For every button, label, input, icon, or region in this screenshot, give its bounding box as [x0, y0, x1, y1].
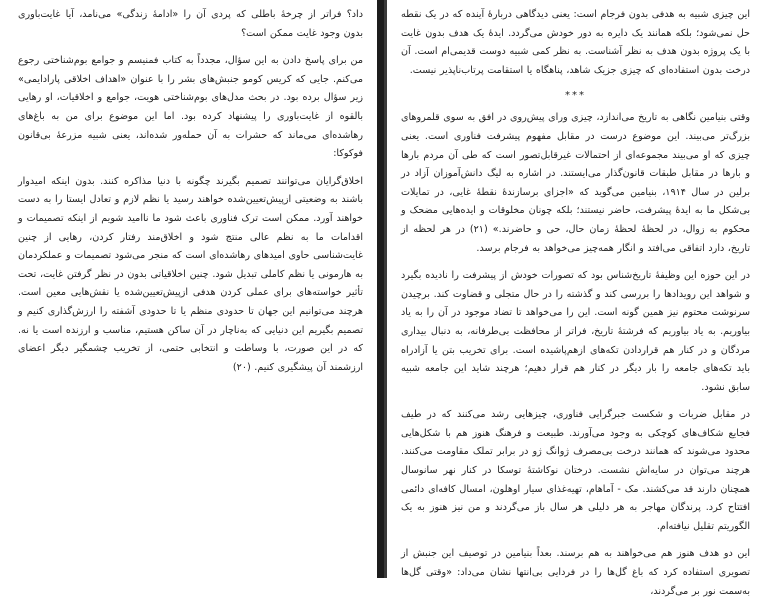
right-paragraph-2: وقتی بنیامین نگاهی به تاریخ می‌اندازد، چیزی ورای پیش‌روی در افق به سوی قلمروهای بزرگ‌تر می‌بیند. این موضوع درست در مقابل مفهوم پیشرفت فناوری است. یعنی چیزی که او می‌بیند مجموعه‌ای از احتمالات غیرقابل‌تصور است که طی آن مردم بارها و بارها در مقابل طبقات قانون‌گذار می‌ایستند. در اشاره به لیگ دانش‌آموزان آزاد در برلین در سال ۱۹۱۴، بنیامین می‌گوید که «اجزای برسازندهٔ نقطهٔ غایی، در تمایلات بی‌شکل ما به ایدهٔ پیشرفت، حاضر نیستند؛ بلکه چونان مخلوقات و ایده‌هایی مضحک و محکوم به زوال، در لحظهٔ لحظهٔ زمان حال، حی و حاضرند.» (۲۱) در هر لحظه از تاریخ، دارد اتفاقی می‌افتد و انگار همه‌چیز می‌خواهد به فرجام برسد.	[401, 112, 750, 254]
left-paragraph-2: من برای پاسخ دادن به این سؤال، مجدداً به کتاب فمنیسم و جوامع بوم‌شناختی رجوع می‌کنم. جایی که کریس کومو جنبش‌های بشر را با عنوان «اهداف اخلاقی پارادایمی» زیر سؤال برده بود. در بحث مدل‌های بوم‌شناختی هویت، جوامع و اخلاقیات، او رهایی بالقوه از غایت‌باوری را پیشنهاد کرده بود. اما این موضوع برای من به باغ‌های رهاشده‌ای می‌ماند که حشرات به آن حمله‌ور شده‌اند، یعنی شبیه مزرعهٔ بی‌قانون فوکوکا:	[18, 55, 363, 160]
left-paragraph-1: داد؟ فراتر از چرخهٔ باطلی که پردی آن را «ادامهٔ زندگی» می‌نامد، آیا غایت‌باوری بدون وجود غایت ممکن است؟	[18, 9, 363, 39]
left-page	[0, 0, 377, 578]
section-separator: ***	[565, 90, 586, 102]
right-paragraph-4: در مقابل ضربات و شکست جبرگرایی فناوری، چیزهایی رشد می‌کنند که در طیف فجایع شکاف‌های کوچکی به وجود می‌آورند. طبیعت و فرهنگ هنوز هم با شکل‌هایی محدود می‌شوند که همانند درخت بی‌مصرف ژوانگ ژو در برابر تملک مقاومت می‌کنند. هرچند می‌توان در سایه‌اش نشست. درختان نوکاشتهٔ توسکا در کنار نهر سانوسال همچنان دارند قد می‌کشند. مک - آماهام، تهیه‌غذای سیار اوهلون، امسال کافه‌ای دائمی افتتاح کرد. پرندگان مهاجر به هر دلیلی هر سال باز می‌گردند و من نیز هنوز به یک الگوریتم تقلیل نیافته‌ام.	[401, 409, 750, 532]
right-paragraph-3: در این حوزه این وظیفهٔ تاریخ‌شناس بود که تصورات خودش از پیشرفت را نادیده بگیرد و شواهد این رویدادها را بررسی کند و گذشته را در حال متجلی و قضاوت کند. برچیدن سرنوشت محتوم نیز همین گونه است. این را می‌خواهد تا تضاد موجود در آن را به یاد بیاوریم. به یاد بیاوریم که فرشتهٔ تاریخ، فراتر از محافظت بی‌طرفانه، به دنبال بیداری مردگان و در کنار هم قراردادن تکه‌های ازهم‌پاشیده است. برای تخریب بتن یا آزادراه باید تکه‌های جامعه را بار دیگر در کنار هم قرار دهیم؛ هرچند شاید این جامعه شبیه سابق نشود.	[401, 270, 750, 393]
right-paragraph-5: این دو هدف هنوز هم می‌خواهند به هم برسند. بعداً بنیامین در توصیف این جنبش از تصویری استفاده کرد که باغ گل‌ها را در فردایی بی‌انتها نشان می‌داد: «وقتی گل‌ها به‌سمت نور بر می‌گردند،	[401, 548, 750, 597]
right-page	[387, 0, 768, 597]
right-paragraph-1: این چیزی شبیه به هدفی بدون فرجام است: یعنی دیدگاهی دربارهٔ آینده که در یک نقطه حل نمی‌شود؛ بلکه همانند یک دایره به دور خودش می‌گردد. ایدهٔ یک هدف بدون غایت با یک پروژه بدون هدف به نظر آشناست. به نظر کمی شبیه دوست قدیمی‌ام است. آن درخت بدون استفاده‌ای که چیزی جزیک شاهد، پناهگاه یا استقامت پرتاب‌ناپذیر نیست.	[401, 9, 750, 76]
left-paragraph-3: اخلاق‌گرایان می‌توانند تصمیم بگیرند چگونه با دنیا مذاکره کنند. بدون اینکه امیدوار باشند به وضعیتی ازپیش‌تعیین‌شده خواهند رسید یا نظم لازم و تعادل ایستا را به دست خواهند آورد. ممکن است ترک فناوری باعث شود ما ناامید شویم از اینکه تصمیمات و اقدامات ما به نظم عالی منتج شود و اخلاق‌مند رفتار کردن، رهایی از چنین غایت‌شناسی حاوی امیدهای رهاشده‌ای است که منجر می‌شود تصمیمات و عملکردمان به هارمونی یا نظم کاملی تبدیل شود. چنین اخلاقیاتی بدون در نظر گرفتن غایت، تحت تأثیر خواسته‌های برای عملی کردن هدفی ازپیش‌تعیین‌شده یا نقش‌هایی معین است. هرچند می‌توانیم این جهان تا حدودی منظم یا تا حدودی آشفته را ارزش‌گذاری کنیم و تصمیم بگیریم این دنیایی که به‌ناچار در آن ساکن هستیم، مناسب و ارزنده است یا نه. که در این صورت، با وساطت و انتخابی حتمی، از تخریب چشمگیر دیگر اعضای ارزشمند آن پیشگیری کنیم. (۲۰)	[18, 175, 363, 373]
